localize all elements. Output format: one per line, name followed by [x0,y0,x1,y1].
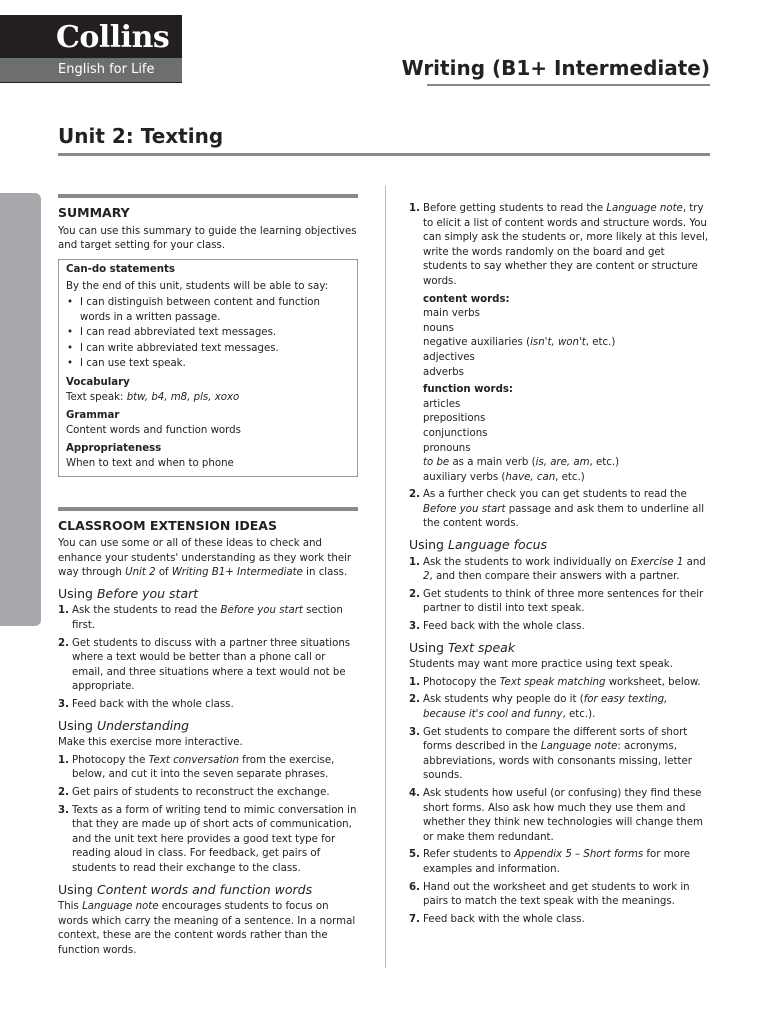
list-item: 1. Ask the students to read the Before you start section first. [58,605,343,632]
list-item: • I can distinguish between content and function words in a written passage. [66,296,350,325]
content-words-intro: This Language note encourages students to focus on words which carry the meaning of a sentence. In a normal context, these are the content words rather than the function words. [58,901,356,956]
function-words-heading: function words: [423,384,514,396]
section-rule [58,194,358,198]
can-do-heading: Can-do statements [66,263,175,275]
appropriateness-text: When to text and when to phone [66,457,234,469]
word-item: prepositions [423,413,486,425]
unit-title-rule [58,153,710,156]
language-focus-list [409,556,711,635]
list-item: 1. Before getting students to read the Language note, try to elicit a list of content words and structure words. You can simply ask the students or, more likely at this level, write the words randomly on the board and get students to say whether they are content or structure words. content words: main verbs nouns negative auxiliaries (isn't, won't, etc.) adjectives adverbs function words: articles prepositions conjunctions pronouns to be as a main verb (is, are, am, etc.) auxiliary verbs (have, can, etc.) [409,202,711,485]
can-do-list [66,296,350,372]
list-item: 3. Feed back with the whole class. [58,699,234,711]
logo-name: Collins [56,20,170,55]
subheading-understanding: Using Understanding [58,717,190,733]
extension-intro: You can use some or all of these ideas to check and enhance your students' understanding as they work their way through Unit 2 of Writing B1+ Intermediate in class. [58,538,352,579]
appropriateness-heading: Appropriateness [66,443,162,455]
subheading-content-words: Using Content words and function words [58,881,313,897]
logo-tagline: English for Life [58,62,155,77]
document-title: Writing (B1+ Intermediate) [401,56,710,80]
list-item: 3. Get students to compare the different sorts of short forms described in the Language note: acronyms, abbreviations, words with consonants missing, letter sounds. [409,726,692,782]
list-item: 2. Ask students why people do it (for easy texting, because it's cool and funny, etc.). [409,694,668,720]
list-item: 7. Feed back with the whole class. [409,913,585,925]
list-item: 3. Feed back with the whole class. [409,621,585,633]
list-item: 6. Hand out the worksheet and get students to work in pairs to match the text speak with the meanings. [409,881,690,908]
right-column [409,202,711,927]
word-item: adjectives [423,351,475,363]
list-item: • I can read abbreviated text messages. [66,326,350,341]
list-item: 1. Ask the students to work individually on Exercise 1 and 2, and then compare their answers with a partner. [409,556,706,583]
word-lists [423,293,711,486]
list-item: 2. Get pairs of students to reconstruct the exchange. [58,787,330,798]
extension-heading: CLASSROOM EXTENSION IDEAS [58,517,277,533]
word-item: nouns [423,322,454,334]
list-item: 3. Texts as a form of writing tend to mimic conversation in that they are made up of short acts of communication, and the unit text here provides a good text type for reading aloud in class. For feedback, get pairs of students to read their exchange to the class. [58,804,357,874]
word-item: main verbs [423,308,480,320]
grammar-heading: Grammar [66,410,120,422]
subheading-language-focus: Using Language focus [409,537,548,553]
word-item: pronouns [423,442,471,454]
vocabulary-text: Text speak: btw, b4, m8, pls, xoxo [66,391,240,403]
list-item: 2. Get students to discuss with a partner three situations where a text would be better than a phone call or email, and three situations where a text would not be appropriate. [58,637,351,693]
unit-title: Unit 2: Texting [58,124,224,148]
word-item: articles [423,398,461,410]
before-you-start-list [58,604,358,712]
section-rule [58,507,358,511]
list-item: 1. Photocopy the Text conversation from the exercise, below, and cut it into the seven separate phrases. [58,754,335,781]
word-item: adverbs [423,366,464,378]
left-column [58,194,358,959]
title-underline [427,84,710,86]
word-item: auxiliary verbs (have, can, etc.) [423,471,585,483]
summary-intro: You can use this summary to guide the learning objectives and target setting for your class. [58,225,357,252]
list-item: 2. Get students to think of three more sentences for their partner to distil into text speak. [409,588,704,615]
summary-box [58,259,358,477]
word-item: to be as a main verb (is, are, am, etc.) [423,457,620,469]
list-item: • I can use text speak. [66,357,350,372]
summary-heading: SUMMARY [58,205,130,220]
content-words-list [409,202,711,532]
understanding-intro: Make this exercise more interactive. [58,737,243,749]
subheading-text-speak: Using Text speak [409,639,516,655]
understanding-list [58,754,358,877]
list-item: 1. Photocopy the Text speak matching worksheet, below. [409,676,701,688]
vocabulary-heading: Vocabulary [66,376,130,388]
text-speak-list [409,676,711,928]
can-do-intro: By the end of this unit, students will be able to say: [66,281,329,293]
subheading-before-you-start: Using Before you start [58,585,199,601]
content-words-heading: content words: [423,293,510,305]
side-tab [0,193,41,626]
list-item: 2. As a further check you can get students to read the Before you start passage and ask them to underline all the content words. [409,489,705,530]
list-item: 5. Refer students to Appendix 5 – Short forms for more examples and information. [409,849,691,875]
grammar-text: Content words and function words [66,424,241,436]
column-divider [385,186,386,968]
word-item: negative auxiliaries (isn't, won't, etc.) [423,337,616,349]
list-item: 4. Ask students how useful (or confusing) they find these short forms. Also ask how much they use them and whether they think new technologies will change them or make them redundant. [409,787,703,843]
list-item: • I can write abbreviated text messages. [66,342,350,357]
word-item: conjunctions [423,427,488,439]
text-speak-intro: Students may want more practice using text speak. [409,659,673,671]
